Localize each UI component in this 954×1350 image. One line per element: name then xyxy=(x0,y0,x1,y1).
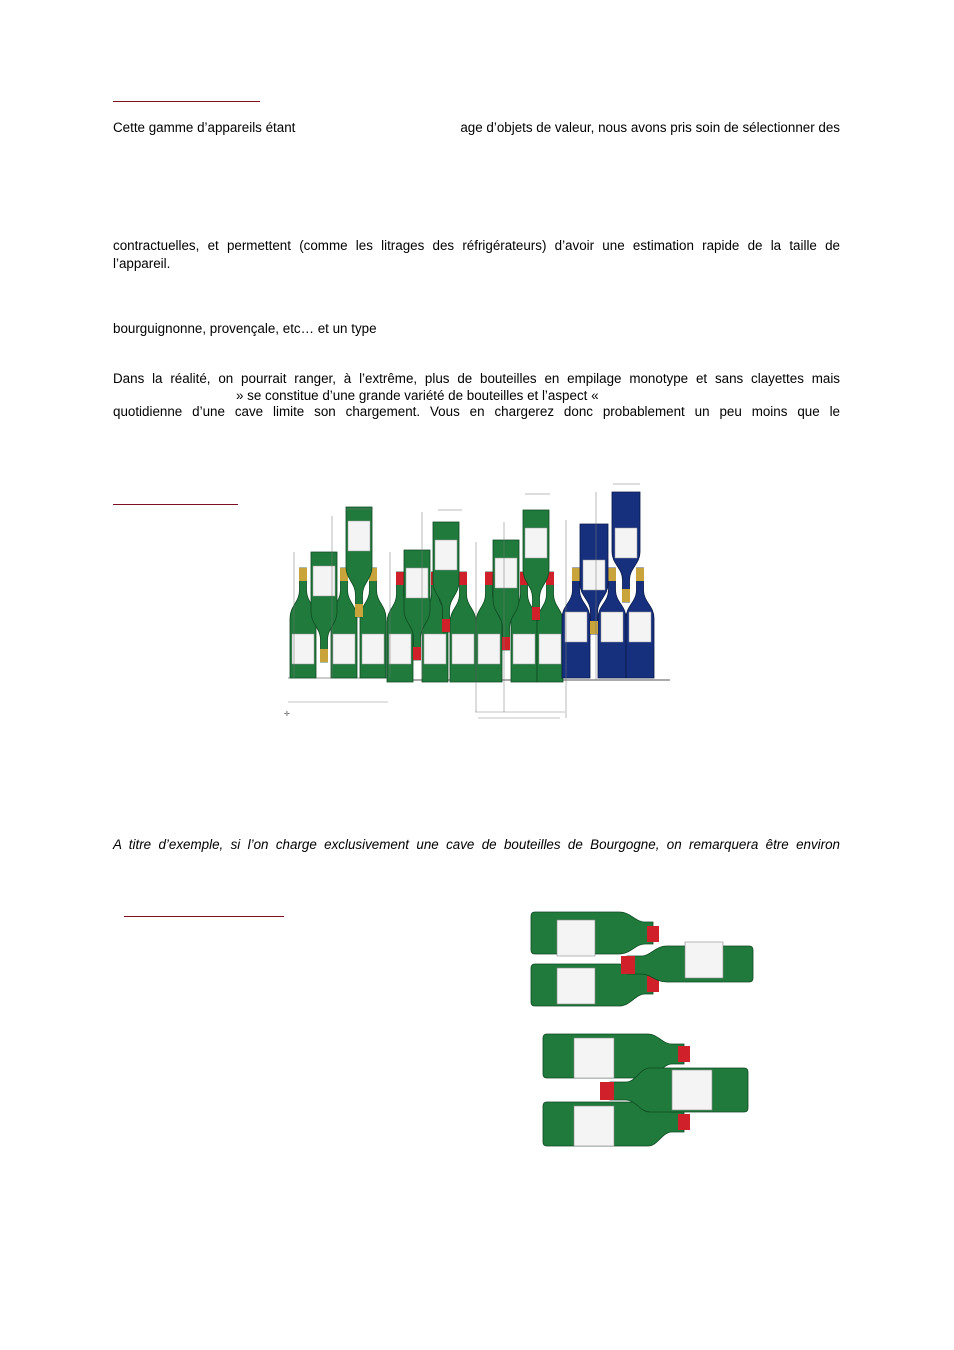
horizontal-stack-diagram-top xyxy=(527,908,757,1014)
paragraph-4-line-2: » se constitue d’une grande variété de bouteilles et l’aspect « xyxy=(236,388,599,403)
paragraph-4-line-3: quotidienne d’une cave limite son chargement. Vous en chargerez donc probablement un peu moins que le xyxy=(113,404,840,419)
paragraph-3-line-1: bourguignonne, provençale, etc… et un type xyxy=(113,321,377,336)
paragraph-5-italic: A titre d’exemple, si l’on charge exclusivement une cave de bouteilles de Bourgogne, on remarquera être environ xyxy=(113,837,840,852)
heading-rule-1 xyxy=(113,101,260,102)
horizontal-stack-diagram-bottom xyxy=(540,1030,758,1160)
svg-text:✛: ✛ xyxy=(284,710,290,718)
paragraph-4-line-1: Dans la réalité, on pourrait ranger, à l’extrême, plus de bouteilles en empilage monotype et sans clayettes mais xyxy=(113,371,840,386)
paragraph-2-line-1: contractuelles, et permettent (comme les litrages des réfrigérateurs) d’avoir une estimation rapide de la taille de xyxy=(113,238,840,253)
paragraph-1-right: age d’objets de valeur, nous avons pris soin de sélectionner des xyxy=(460,120,840,135)
paragraph-2-line-2: l’appareil. xyxy=(113,256,171,271)
heading-rule-3 xyxy=(124,916,284,917)
paragraph-1-left: Cette gamme d’appareils étant xyxy=(113,120,296,135)
bottle-stacking-diagram xyxy=(270,472,676,728)
heading-rule-2 xyxy=(113,504,238,505)
